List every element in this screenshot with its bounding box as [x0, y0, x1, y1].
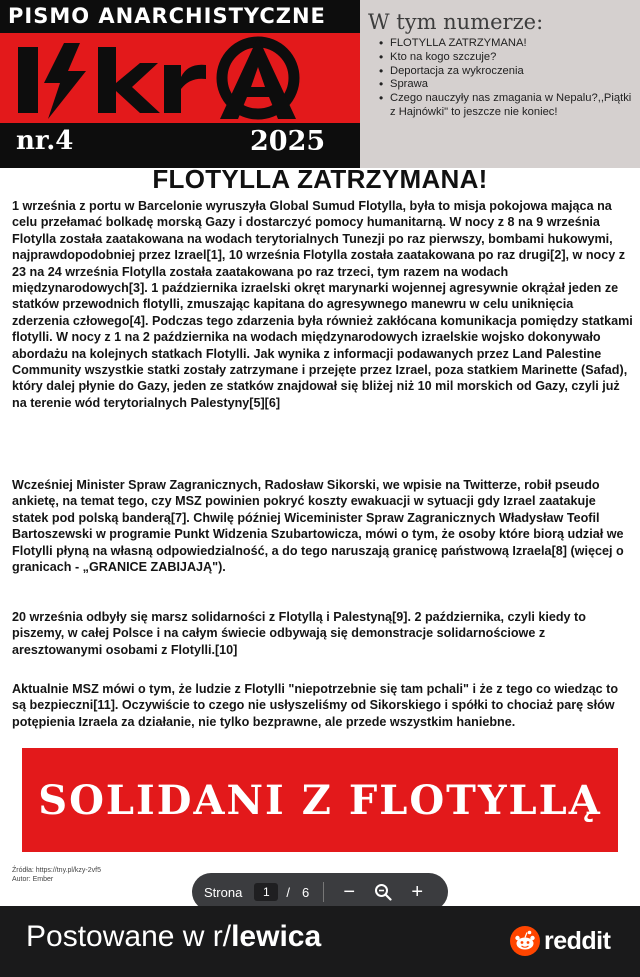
- page-separator: /: [286, 884, 290, 900]
- minus-icon: −: [343, 880, 356, 903]
- plus-icon: +: [411, 880, 424, 903]
- sources-note: [12, 866, 101, 884]
- page-number-input[interactable]: 1: [254, 883, 278, 901]
- article-paragraph: 1 września z portu w Barcelonie wyruszyła Global Sumud Flotylla, była to misja pokojowa mająca na celu przełamać bolkadę morską Gazy i dostarczyć pomocy humanitarną. W nocy z 8 na 9 września Flotylla została zaatakowana na wodach terytorialnych Tunezji po raz pierwszy, bombami hukowymi, najprawdopodobniej przez Izrael[1], 10 września Flotylla została zaatakowana po raz drugi[2], w nocy z 23 na 24 września Flotylla została zaatakowana po raz trzeci, tym razem na wodach międzynarodowych[3]. 1 października izraelski okręt marynarki wojennej agresywnie okrążał jeden ze statków przewodnich flotylli, zmuszając kapitana do agresywnego manewru w celu uniknięcia zderzenia człowego[4]. Podczas tego zdarzenia była również zakłócana komunikacja pomiędzy statkami flotylli. W nocy z 1 na 2 października na wodach międzynarodowych izraelskie wojsko dokonywało abordażu na kolejnych statkach Flotylli. Jak wynika z informacji podawanych przez Land Palestine Community wszystkie statki zostały zatrzymane i przejęte przez Izrael, poza statkiem Marinette (Safad), który dalej płynie do Gazy, jeden ze statków znajdował się bliżej niż 10 mil morskich od Gazy, czyli już na terenie wód terytorialnych Palestyny[5][6]: [12, 199, 633, 410]
- contents-item: • FLOTYLLA ZATRZYMANA!: [390, 37, 632, 51]
- reddit-wordmark: reddit: [544, 926, 611, 955]
- page-total: 6: [301, 884, 310, 900]
- contents-box: [360, 0, 640, 168]
- contents-item: • Sprawa: [390, 78, 632, 92]
- contents-item: • Kto na kogo szczuje?: [390, 51, 632, 65]
- article-body: [12, 198, 634, 768]
- article-paragraph: Wcześniej Minister Spraw Zagranicznych, Radosław Sikorski, we wpisie na Twitterze, robił pseudo ankietę, na temat tego, czy MSZ powinien pokryć koszty ewakuacji w sytuacji gdy Izrael zaatakuje statek pod polską banderą[7]. Chwilę później Wiceminister Spraw Zagranicznych Władysław Teofil Bartoszewski w programie Punkt Widzenia Szubartowicza, mówi o tym, że osoby które biorą udział we Flotylli płyną na własną odpowiedzialność, a do tego naruszają granicę państwową Izraela[8] (więcej o granicach - „GRANICE ZABIJAJĄ").: [12, 478, 624, 575]
- reddit-logo-icon: [510, 926, 540, 956]
- zoom-in-button[interactable]: [404, 879, 430, 905]
- sources-link[interactable]: Źródła: https://tny.pl/kzy-2vf5: [12, 867, 101, 874]
- posted-in-label: [26, 920, 321, 954]
- issue-number: nr.4: [16, 126, 74, 156]
- iskra-logo: [0, 33, 360, 123]
- reddit-brand[interactable]: [510, 926, 610, 956]
- article-headline: FLOTYLLA ZATRZYMANA!: [152, 164, 488, 194]
- contents-item: • Deportacja za wykroczenia: [390, 65, 632, 79]
- issue-year: 2025: [250, 126, 326, 157]
- article-paragraph: Aktualnie MSZ mówi o tym, że ludzie z Flotylli "niepotrzebnie się tam pchali" i że z tego co wiedząc to są bezpieczni[11]. Oczywiście to czego nie usłyszeliśmy od Sikorskiego i spółki to chociaż parę słów potępienia Izraela za działanie, nie tylko bezprawne, ale przede wszystkim haniebne.: [12, 682, 619, 729]
- masthead: [0, 0, 360, 168]
- contents-item: • Czego nauczyły nas zmagania w Nepalu?,,Piątki z Hajnówki" to jeszcze nie koniec!: [390, 92, 632, 120]
- masthead-label: PISMO ANARCHISTYCZNE: [8, 4, 326, 28]
- search-icon: [374, 883, 392, 901]
- toolbar-divider: [323, 882, 324, 902]
- author-credit: Autor: Ember: [12, 876, 54, 883]
- article-paragraph: 20 września odbyły się marsz solidarności z Flotyllą i Palestyną[9]. 2 października, czyli kiedy to piszemy, w całej Polsce i na całym świecie odbywają się demonstracje solidarnościowe z aresztowanymi osobami z Flotylli.[10]: [12, 610, 586, 657]
- reddit-footer: [0, 906, 640, 977]
- posted-prefix: Postowane w r/: [26, 920, 232, 953]
- subreddit-link[interactable]: lewica: [231, 920, 322, 953]
- zoom-out-button[interactable]: [336, 879, 362, 905]
- contents-title: W tym numerze:: [368, 10, 544, 34]
- zoom-reset-button[interactable]: [370, 879, 396, 905]
- contents-list: [368, 37, 632, 120]
- solidarity-banner: [22, 748, 618, 852]
- page-label: Strona: [204, 884, 243, 900]
- banner-text: SOLIDANI Z FLOTYLLĄ: [38, 776, 602, 824]
